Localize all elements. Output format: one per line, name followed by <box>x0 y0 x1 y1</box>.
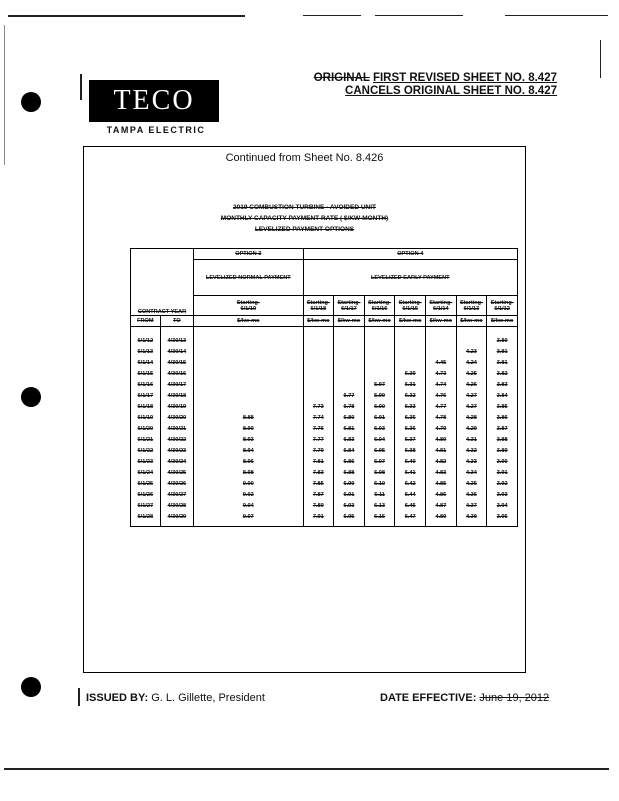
rate-cell: 4.25 <box>456 368 487 379</box>
rate-cell: 3.81 <box>487 346 518 357</box>
margin-bar <box>78 688 80 706</box>
issued-by-name: G. L. Gillette, President <box>151 692 265 704</box>
rate-cell: 6.11 <box>364 489 395 500</box>
rate-cell <box>194 368 303 379</box>
rate-cell: 3.87 <box>487 423 518 434</box>
table-row <box>131 478 518 489</box>
rate-cell: 7.77 <box>303 434 334 445</box>
rate-cell: 7.85 <box>303 478 334 489</box>
from-date: 6/1/21 <box>131 434 161 445</box>
table-row <box>131 401 518 412</box>
table-row <box>131 511 518 527</box>
rate-cell: 5.97 <box>364 379 395 390</box>
rate-cell: 4.79 <box>426 423 457 434</box>
to-date: 4/30/26 <box>160 478 193 489</box>
rate-cell: 4.27 <box>456 390 487 401</box>
from-date: 6/1/22 <box>131 445 161 456</box>
rate-cell: 7.89 <box>303 500 334 511</box>
rate-cell: 6.44 <box>395 489 426 500</box>
unit-header: $/kw-mo <box>364 316 395 327</box>
to-date: 4/30/15 <box>160 357 193 368</box>
rate-cell: 9.04 <box>194 500 303 511</box>
rate-cell: 3.80 <box>487 327 518 347</box>
from-date: 6/1/13 <box>131 346 161 357</box>
rate-cell <box>334 379 365 390</box>
to-date: 4/30/13 <box>160 327 193 347</box>
rate-cell: 4.86 <box>426 489 457 500</box>
table-row <box>131 467 518 478</box>
sheet-number: FIRST REVISED SHEET NO. 8.427 <box>372 72 557 84</box>
table-row <box>131 489 518 500</box>
rate-cell: 7.83 <box>303 467 334 478</box>
rate-cell: 4.76 <box>426 390 457 401</box>
rate-cell: 6.84 <box>334 445 365 456</box>
option-3-header: OPTION 3 <box>194 249 303 260</box>
rate-cell: 3.95 <box>487 511 518 527</box>
from-date: 6/1/25 <box>131 478 161 489</box>
from-date: 6/1/15 <box>131 368 161 379</box>
table-title-2: MONTHLY CAPACITY PAYMENT RATE ( $/KW-MONTH) <box>220 215 389 222</box>
table-title-1: 2019 COMBUSTION TURBINE - AVOIDED UNIT <box>232 204 376 211</box>
starting-date-header: Starting- 6/1/18 <box>303 296 334 316</box>
rate-cell: 4.32 <box>456 445 487 456</box>
rate-cell: 6.47 <box>395 511 426 527</box>
from-date: 6/1/20 <box>131 423 161 434</box>
from-date: 6/1/17 <box>131 390 161 401</box>
rate-cell <box>194 357 303 368</box>
rate-cell <box>426 346 457 357</box>
margin-bar <box>80 74 82 100</box>
rate-cell: 6.41 <box>395 467 426 478</box>
rate-cell: 4.80 <box>426 434 457 445</box>
rate-cell: 4.36 <box>456 489 487 500</box>
cancels-line: CANCELS ORIGINAL SHEET NO. 8.427 <box>345 85 557 97</box>
rate-cell <box>303 390 334 401</box>
rate-cell: 6.07 <box>364 456 395 467</box>
rate-cell: 4.85 <box>426 478 457 489</box>
rate-cell <box>334 346 365 357</box>
rate-cell <box>194 346 303 357</box>
rate-cell: 4.45 <box>426 357 457 368</box>
to-date: 4/30/28 <box>160 500 193 511</box>
rate-cell: 3.90 <box>487 456 518 467</box>
rate-cell: 6.38 <box>395 445 426 456</box>
table-row <box>131 445 518 456</box>
rate-cell <box>194 327 303 347</box>
rate-cell: 3.88 <box>487 434 518 445</box>
rate-cell: 3.83 <box>487 379 518 390</box>
to-date: 4/30/25 <box>160 467 193 478</box>
starting-date-header: Starting- 6/1/17 <box>334 296 365 316</box>
rate-cell: 6.08 <box>364 467 395 478</box>
rate-cell: 7.81 <box>303 456 334 467</box>
rate-cell: 4.77 <box>426 401 457 412</box>
rate-cell <box>194 379 303 390</box>
rate-cell: 8.98 <box>194 467 303 478</box>
starting-date-header: Starting- 6/1/12 <box>487 296 518 316</box>
date-effective <box>380 692 549 704</box>
rate-cell: 4.74 <box>426 379 457 390</box>
rate-cell: 7.74 <box>303 412 334 423</box>
to-date: 4/30/23 <box>160 445 193 456</box>
scan-top-line <box>8 15 245 17</box>
levelized-normal-header: LEVELIZED NORMAL PAYMENT <box>194 260 303 296</box>
continued-note: Continued from Sheet No. 8.426 <box>225 152 384 164</box>
rate-cell: 7.76 <box>303 423 334 434</box>
from-date: 6/1/16 <box>131 379 161 390</box>
rate-cell: 6.37 <box>395 434 426 445</box>
rate-cell: 4.28 <box>456 412 487 423</box>
rate-cell <box>303 357 334 368</box>
from-date: 6/1/19 <box>131 412 161 423</box>
rate-cell <box>456 327 487 347</box>
rate-cell: 6.77 <box>334 390 365 401</box>
binder-hole <box>21 92 41 112</box>
date-effective-value: June 19, 2012 <box>479 692 550 704</box>
to-date: 4/30/21 <box>160 423 193 434</box>
scan-top-line <box>303 15 361 16</box>
scan-right-mark <box>600 40 601 78</box>
from-date: 6/1/14 <box>131 357 161 368</box>
rate-cell: 9.02 <box>194 489 303 500</box>
rate-cell <box>303 327 334 347</box>
table-row <box>131 379 518 390</box>
blank-header <box>131 249 194 316</box>
rate-cell: 3.91 <box>487 467 518 478</box>
scan-top-line <box>505 15 608 16</box>
unit-header: $/kw-mo <box>334 316 365 327</box>
rate-cell: 6.80 <box>334 412 365 423</box>
rate-cell: 6.01 <box>364 412 395 423</box>
rate-cell: 6.10 <box>364 478 395 489</box>
table-row <box>131 327 518 347</box>
unit-header: $/kw-mo <box>303 316 334 327</box>
rate-cell: 6.33 <box>395 401 426 412</box>
rate-cell: 6.04 <box>364 434 395 445</box>
rate-cell: 4.29 <box>456 423 487 434</box>
unit-header: $/kw-mo <box>487 316 518 327</box>
from-date: 6/1/24 <box>131 467 161 478</box>
rate-cell: 8.93 <box>194 434 303 445</box>
rate-cell: 4.33 <box>456 456 487 467</box>
levelized-early-header: LEVELIZED EARLY PAYMENT <box>303 260 517 296</box>
rate-cell: 6.42 <box>395 478 426 489</box>
from-date: 6/1/28 <box>131 511 161 527</box>
rate-cell: 4.78 <box>426 412 457 423</box>
logo-subtitle: TAMPA ELECTRIC <box>106 125 206 135</box>
rate-cell: 3.93 <box>487 489 518 500</box>
rate-cell <box>395 357 426 368</box>
to-date: 4/30/18 <box>160 390 193 401</box>
struck-original: ORIGINAL <box>313 72 370 84</box>
scan-left-edge <box>4 25 5 165</box>
table-row <box>131 423 518 434</box>
rate-cell <box>334 357 365 368</box>
rate-cell: 3.85 <box>487 401 518 412</box>
rate-cell: 4.37 <box>456 500 487 511</box>
rate-cell: 6.00 <box>364 401 395 412</box>
to-date: 4/30/17 <box>160 379 193 390</box>
option-4-header: OPTION 4 <box>303 249 517 260</box>
rate-cell: 4.39 <box>456 511 487 527</box>
starting-date-header: Starting- 6/1/19 <box>194 296 303 316</box>
rate-cell: 6.35 <box>395 412 426 423</box>
rate-cell: 8.90 <box>194 423 303 434</box>
rate-cell: 7.73 <box>303 401 334 412</box>
rate-cell: 4.81 <box>426 445 457 456</box>
from-header: FROM <box>131 316 161 327</box>
table-row <box>131 500 518 511</box>
rate-cell: 6.83 <box>334 434 365 445</box>
rate-cell: 3.94 <box>487 500 518 511</box>
rate-cell: 9.07 <box>194 511 303 527</box>
binder-hole <box>21 677 41 697</box>
rate-cell: 7.79 <box>303 445 334 456</box>
rate-cell: 4.89 <box>426 511 457 527</box>
issued-by <box>86 692 265 704</box>
table-row <box>131 390 518 401</box>
rate-cell: 6.81 <box>334 423 365 434</box>
rate-cell: 7.87 <box>303 489 334 500</box>
rate-cell: 6.31 <box>395 379 426 390</box>
table-row <box>131 412 518 423</box>
rate-cell: 4.35 <box>456 478 487 489</box>
to-date: 4/30/14 <box>160 346 193 357</box>
rate-cell: 6.90 <box>334 478 365 489</box>
from-date: 6/1/12 <box>131 327 161 347</box>
rate-cell <box>364 357 395 368</box>
rate-cell: 6.78 <box>334 401 365 412</box>
rate-cell: 3.89 <box>487 445 518 456</box>
starting-date-header: Starting- 6/1/14 <box>426 296 457 316</box>
capacity-payment-table <box>130 248 518 527</box>
rate-cell: 7.91 <box>303 511 334 527</box>
rate-cell: 4.34 <box>456 467 487 478</box>
to-header: TO <box>160 316 193 327</box>
rate-cell <box>395 346 426 357</box>
rate-cell: 9.00 <box>194 478 303 489</box>
rate-cell: 6.03 <box>364 423 395 434</box>
table-title-3: LEVELIZED PAYMENT OPTIONS <box>254 226 355 233</box>
rate-cell: 4.27 <box>456 401 487 412</box>
rate-cell: 8.96 <box>194 456 303 467</box>
rate-cell: 6.91 <box>334 489 365 500</box>
rate-cell: 4.31 <box>456 434 487 445</box>
rate-cell: 6.88 <box>334 467 365 478</box>
teco-logo: TECO <box>89 80 219 122</box>
table-row <box>131 346 518 357</box>
from-date: 6/1/27 <box>131 500 161 511</box>
rate-cell: 3.86 <box>487 412 518 423</box>
rate-cell <box>395 327 426 347</box>
scan-bottom-line <box>4 768 609 770</box>
rate-cell: 6.45 <box>395 500 426 511</box>
to-date: 4/30/27 <box>160 489 193 500</box>
table-row <box>131 434 518 445</box>
rate-cell <box>303 346 334 357</box>
date-effective-label: DATE EFFECTIVE: <box>380 692 477 704</box>
rate-cell: 6.36 <box>395 423 426 434</box>
rate-cell: 6.05 <box>364 445 395 456</box>
rate-cell: 6.40 <box>395 456 426 467</box>
rate-cell: 4.24 <box>456 357 487 368</box>
rate-cell: 6.95 <box>334 511 365 527</box>
to-date: 4/30/24 <box>160 456 193 467</box>
rate-cell: 6.86 <box>334 456 365 467</box>
from-date: 6/1/23 <box>131 456 161 467</box>
rate-cell <box>334 327 365 347</box>
rate-cell <box>364 368 395 379</box>
starting-date-header: Starting- 6/1/15 <box>395 296 426 316</box>
rate-cell <box>303 379 334 390</box>
to-date: 4/30/29 <box>160 511 193 527</box>
rate-cell: 4.83 <box>426 467 457 478</box>
rate-cell: 5.99 <box>364 390 395 401</box>
to-date: 4/30/16 <box>160 368 193 379</box>
rate-cell <box>303 368 334 379</box>
rate-cell: 3.84 <box>487 390 518 401</box>
unit-header: $/kw-mo <box>395 316 426 327</box>
table-row <box>131 368 518 379</box>
rate-cell: 4.23 <box>456 346 487 357</box>
rate-cell: 8.88 <box>194 412 303 423</box>
rate-cell: 6.32 <box>395 390 426 401</box>
rate-cell: 4.87 <box>426 500 457 511</box>
rate-cell: 8.94 <box>194 445 303 456</box>
rate-cell <box>194 401 303 412</box>
to-date: 4/30/19 <box>160 401 193 412</box>
to-date: 4/30/22 <box>160 434 193 445</box>
unit-header: $/kw-mo <box>194 316 303 327</box>
contract-year-label: CONTRACT YEAR <box>137 309 187 315</box>
to-date: 4/30/20 <box>160 412 193 423</box>
starting-date-header: Starting- 6/1/16 <box>364 296 395 316</box>
rate-cell: 6.93 <box>334 500 365 511</box>
sheet-heading <box>314 72 557 98</box>
starting-date-header: Starting- 6/1/13 <box>456 296 487 316</box>
rate-cell: 4.26 <box>456 379 487 390</box>
table-row <box>131 357 518 368</box>
rate-cell: 6.30 <box>395 368 426 379</box>
table-row <box>131 456 518 467</box>
rate-cell: 3.81 <box>487 357 518 368</box>
rate-cell: 4.82 <box>426 456 457 467</box>
rate-cell: 3.92 <box>487 478 518 489</box>
binder-hole <box>21 387 41 407</box>
scan-top-line <box>375 15 463 16</box>
rate-cell <box>364 327 395 347</box>
rate-cell <box>194 390 303 401</box>
unit-header: $/kw-mo <box>426 316 457 327</box>
from-date: 6/1/26 <box>131 489 161 500</box>
rate-cell: 6.15 <box>364 511 395 527</box>
from-date: 6/1/18 <box>131 401 161 412</box>
rate-cell <box>426 327 457 347</box>
rate-cell: 4.73 <box>426 368 457 379</box>
issued-by-label: ISSUED BY: <box>86 692 149 704</box>
rate-cell: 3.82 <box>487 368 518 379</box>
unit-header: $/kw-mo <box>456 316 487 327</box>
rate-cell <box>364 346 395 357</box>
rate-cell <box>334 368 365 379</box>
rate-cell: 6.13 <box>364 500 395 511</box>
